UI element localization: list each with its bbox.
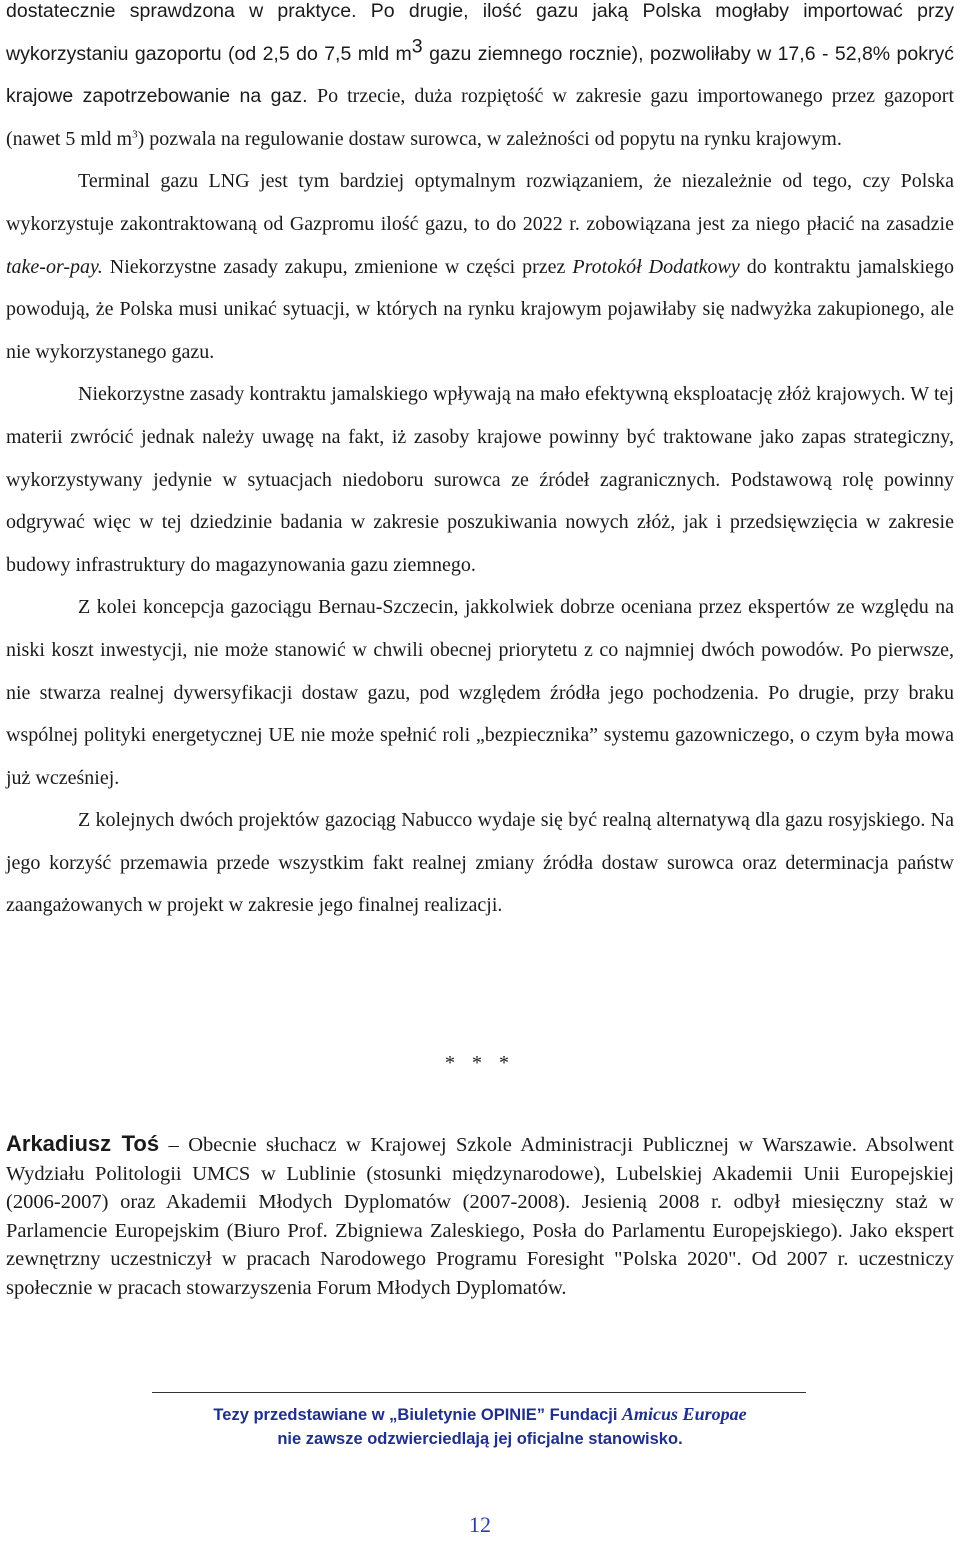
take-or-pay-term: take-or-pay. bbox=[6, 255, 103, 278]
footer-disclaimer bbox=[0, 1402, 960, 1451]
superscript-3: 3 bbox=[411, 34, 423, 57]
article-body bbox=[6, 0, 954, 927]
paragraph-5: Z kolejnych dwóch projektów gazociąg Nabucco wydaje się być realną alternatywą dla gazu rosyjskiego. Na jego korzyść przemawia przede wszystkim fakt realnej zmiany źródła dostaw surowca oraz determinacja państw zaangażowanych w projekt w zakresie jego finalnej realizacji. bbox=[6, 809, 954, 917]
paragraph-2 bbox=[6, 160, 954, 373]
author-bio-text: – Obecnie słuchacz w Krajowej Szkole Administracji Publicznej w Warszawie. Absolwent Wydziału Politologii UMCS w Lublinie (stosunki międzynarodowe), Lubelskiej Akademii Unii Europejskiej (2006-2007) oraz Akademii Młodych Dyplomatów (2007-2008). Jesienią 2008 r. odbył miesięczny staż w Parlamencie Europejskim (Biuro Prof. Zbigniewa Zaleskiego, Posła do Parlamentu Europejskiego). Jako ekspert zewnętrzny uczestniczył w pracach Narodowego Programu Foresight "Polska 2020". Od 2007 r. uczestniczy społecznie w pracach stowarzyszenia Forum Młodych Dyplomatów. bbox=[6, 1134, 954, 1299]
paragraph-1-part-d: ) pozwala na regulowanie dostaw surowca, w zależności od popytu na rynku krajowym. bbox=[137, 127, 842, 150]
section-separator: * * * bbox=[445, 1052, 515, 1074]
footer-line-1-text: Tezy przedstawiane w „Biuletynie OPINIE” Fundacji bbox=[213, 1406, 623, 1424]
foundation-name: Amicus Europae bbox=[622, 1404, 747, 1424]
paragraph-1-part-a: dostatecznie sprawdzona w praktyce. Po drugie, ilość gazu jaką Polska mogłaby importować przy wykorzystaniu gazoportu (od 2,5 do 7,5 mld m bbox=[6, 0, 954, 65]
author-name: Arkadiusz Toś bbox=[6, 1131, 160, 1156]
paragraph-2-part-b: Niekorzystne zasady zakupu, zmienione w części przez bbox=[102, 255, 573, 278]
paragraph-2-part-a: Terminal gazu LNG jest tym bardziej optymalnym rozwiązaniem, że niezależnie od tego, czy Polska wykorzystuje zakontraktowaną od Gazpromu ilość gazu, to do 2022 r. zobowiązana jest za niego płacić na zasadzie bbox=[6, 170, 954, 235]
paragraph-1 bbox=[6, 0, 954, 160]
footer-line-2: nie zawsze odzwierciedlają jej oficjalne stanowisko. bbox=[277, 1430, 683, 1448]
author-bio bbox=[6, 1130, 954, 1303]
footer-line-1 bbox=[0, 1402, 960, 1427]
paragraph-3: Niekorzystne zasady kontraktu jamalskiego wpływają na mało efektywną eksploatację złóż krajowych. W tej materii zwrócić jednak należy uwagę na fakt, iż zasoby krajowe powinny być traktowane jako zapas strategiczny, wykorzystywany jedynie w sytuacjach niedoboru surowca ze źródeł zagranicznych. Podstawową rolę powinny odgrywać więc w tej dziedzinie badania w zakresie poszukiwania nowych złóż, jak i przedsięwzięcia w zakresie budowy infrastruktury do magazynowania gazu ziemnego. bbox=[6, 383, 954, 576]
paragraph-4: Z kolei koncepcja gazociągu Bernau-Szczecin, jakkolwiek dobrze oceniana przez ekspertów ze względu na niski koszt inwestycji, nie może stanowić w chwili obecnej priorytetu z co najmniej dwóch powodów. Po pierwsze, nie stwarza realnej dywersyfikacji dostaw gazu, pod względem źródła jego pochodzenia. Po drugie, przy braku wspólnej polityki energetycznej UE nie może spełnić roli „bezpiecznika” systemu gazowniczego, o czym była mowa już wcześniej. bbox=[6, 596, 954, 789]
page-number: 12 bbox=[469, 1512, 491, 1537]
superscript-3b: 3 bbox=[132, 128, 138, 141]
paragraph-1-part-b: gazu ziemnego rocznie), pozwoliłaby w 17,6 - 52,8% pokryć krajowe zapotrzebowanie na gaz. bbox=[6, 42, 954, 108]
paragraph-2-part-c: do kontraktu jamalskiego powodują, że Polska musi unikać sytuacji, w których na rynku krajowym pojawiłaby się nadwyżka zakupionego, ale nie wykorzystanego gazu. bbox=[6, 255, 955, 363]
protokol-dodatkowy-term: Protokół Dodatkowy bbox=[572, 255, 740, 278]
footer-divider bbox=[152, 1392, 806, 1393]
paragraph-1-part-c: Po trzecie, duża rozpiętość w zakresie gazu importowanego przez gazoport (nawet 5 mld m bbox=[6, 85, 955, 150]
